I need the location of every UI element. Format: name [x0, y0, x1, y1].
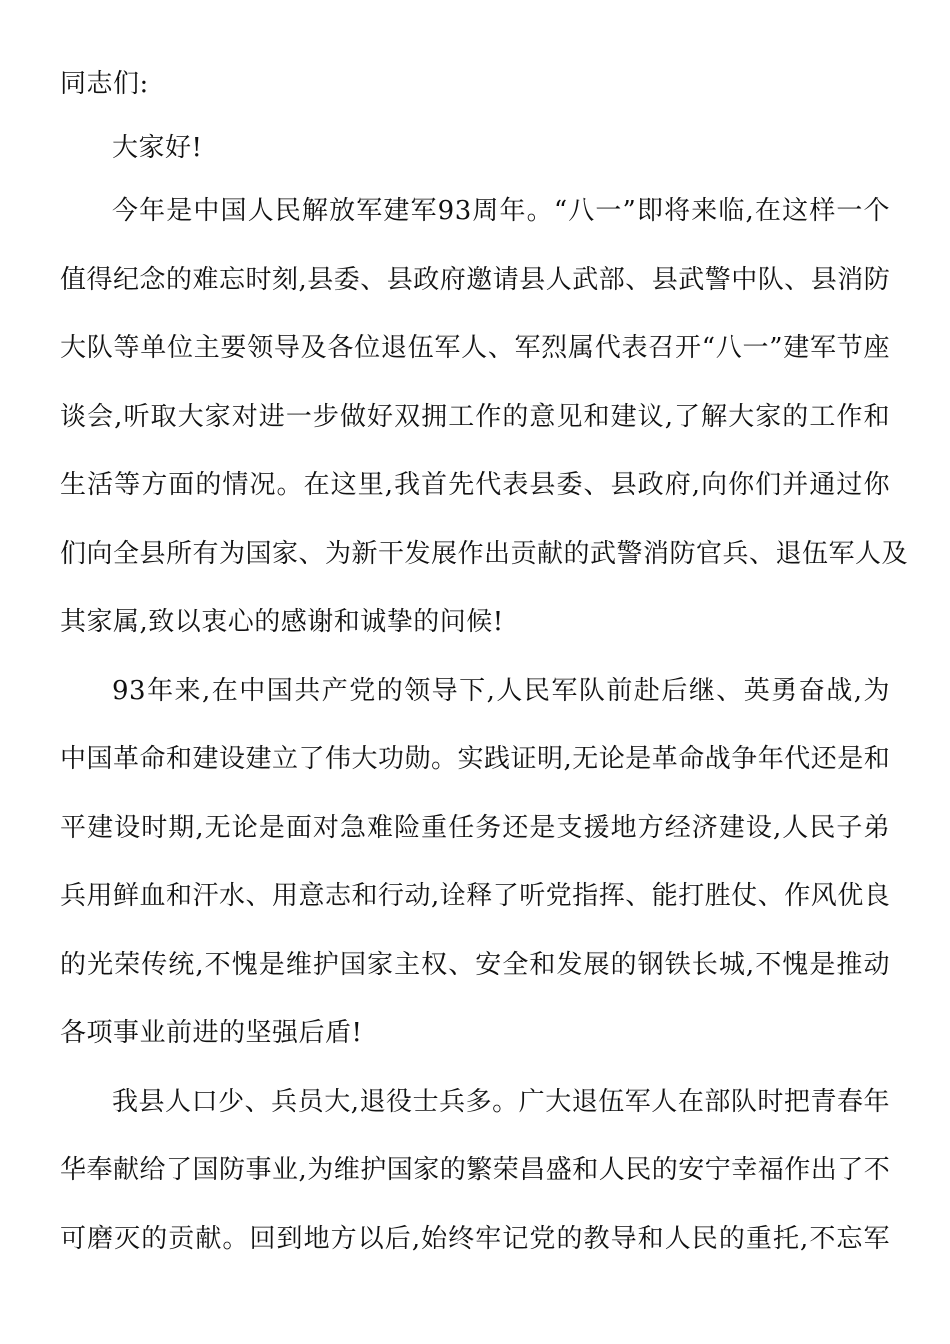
paragraph-2-line-3: 平建设时期,无论是面对急难险重任务还是支援地方经济建设,人民子弟: [60, 813, 890, 843]
paragraph-2-line-6: 各项事业前进的坚强后盾!: [60, 1018, 363, 1048]
paragraph-1-line-2: 值得纪念的难忘时刻,县委、县政府邀请县人武部、县武警中队、县消防: [60, 265, 891, 295]
paragraph-1-line-5: 生活等方面的情况。在这里,我首先代表县委、县政府,向你们并通过你: [60, 470, 890, 500]
paragraph-2-line-2: 中国革命和建设建立了伟大功勋。实践证明,无论是革命战争年代还是和: [60, 744, 891, 774]
paragraph-3-line-2: 华奉献给了国防事业,为维护国家的繁荣昌盛和人民的安宁幸福作出了不: [60, 1155, 891, 1185]
paragraph-2-line-4: 兵用鲜血和汗水、用意志和行动,诠释了听党指挥、能打胜仗、作风优良: [60, 881, 891, 911]
paragraph-1-line-6: 们向全县所有为国家、为新干发展作出贡献的武警消防官兵、退伍军人及: [60, 539, 909, 569]
paragraph-2-line-5: 的光荣传统,不愧是维护国家主权、安全和发展的钢铁长城,不愧是推动: [60, 950, 890, 980]
paragraph-1-line-7: 其家属,致以衷心的感谢和诚挚的问候!: [60, 607, 504, 637]
paragraph-3-line-1: 我县人口少、兵员大,退役士兵多。广大退伍军人在部队时把青春年: [112, 1087, 890, 1117]
paragraph-3-line-3: 可磨灭的贡献。回到地方以后,始终牢记党的教导和人民的重托,不忘军: [60, 1224, 890, 1254]
salutation: 同志们:: [60, 69, 149, 99]
paragraph-2-line-1: 93年来,在中国共产党的领导下,人民军队前赴后继、英勇奋战,为: [112, 676, 890, 706]
paragraph-1-line-1: 今年是中国人民解放军建军93周年。“八一”即将来临,在这样一个: [112, 196, 890, 226]
paragraph-1-line-4: 谈会,听取大家对进一步做好双拥工作的意见和建议,了解大家的工作和: [60, 402, 890, 432]
greeting: 大家好!: [112, 133, 203, 163]
paragraph-1-line-3: 大队等单位主要领导及各位退伍军人、军烈属代表召开“八一”建军节座: [60, 333, 890, 363]
